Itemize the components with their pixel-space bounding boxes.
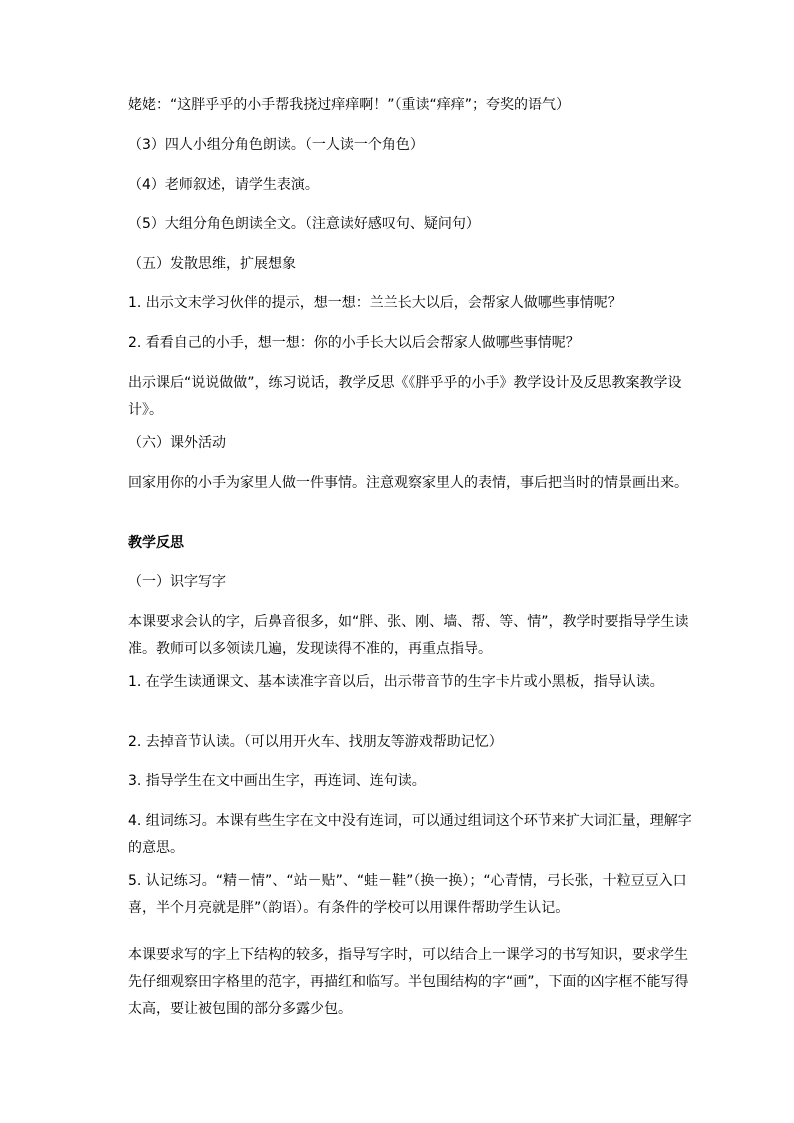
paragraph-item-2: 2. 看看自己的小手，想一想：你的小手长大以后会帮家人做哪些事情呢？ xyxy=(128,335,580,351)
paragraph-step-4: （4）老师叙述，请学生表演。 xyxy=(128,177,319,193)
paragraph-show-after-class: 出示课后“说说做做”，练习说话，教学反思《《胖乎乎的小手》教学设计及反思教案教学设计》。 xyxy=(128,375,682,418)
heading-teaching-reflection: 教学反思 xyxy=(128,535,184,551)
paragraph-literacy-step-5: 5. 认记练习。“精－情”、“站－贴”、“蛙－鞋”（换一换）；“心青情，弓长张，十粒豆豆入口喜，半个月亮就是胖”（韵语）。有条件的学校可以用课件帮助学生认记。 xyxy=(128,873,687,916)
paragraph-literacy-step-2: 2. 去掉音节认读。（可以用开火车、找朋友等游戏帮助记忆） xyxy=(128,734,503,750)
paragraph-writing-guidance: 本课要求写的字上下结构的较多，指导写字时，可以结合上一课学习的书写知识，要求学生先仔细观察田字格里的范字，再描红和临写。半包围结构的字“画”，下面的凶字框不能写得太高，要让被包围的部分多露少包。 xyxy=(128,947,689,1017)
section-heading-six: （六）课外活动 xyxy=(128,435,226,451)
section-heading-literacy: （一）识字写字 xyxy=(128,574,226,590)
section-heading-five: （五）发散思维，扩展想象 xyxy=(128,256,296,272)
paragraph-step-5: （5）大组分角色朗读全文。（注意读好感叹句、疑问句） xyxy=(128,216,480,232)
paragraph-literacy-intro: 本课要求会认的字，后鼻音很多，如“胖、张、刚、墙、帮、等、情”，教学时要指导学生读准。教师可以多领读几遍，发现读得不准的，再重点指导。 xyxy=(128,614,689,657)
paragraph-item-1: 1. 出示文末学习伙伴的提示，想一想：兰兰长大以后，会帮家人做哪些事情呢？ xyxy=(128,295,622,311)
paragraph-grandma-line: 姥姥：“这胖乎乎的小手帮我挠过痒痒啊！”（重读“痒痒”；夸奖的语气） xyxy=(128,97,571,113)
paragraph-step-3: （3）四人小组分角色朗读。（一人读一个角色） xyxy=(128,137,424,153)
paragraph-literacy-step-1: 1. 在学生读通课文、基本读准字音以后，出示带音节的生字卡片或小黑板，指导认读。 xyxy=(128,674,664,690)
paragraph-literacy-step-4: 4. 组词练习。本课有些生字在文中没有连词，可以通过组词这个环节来扩大词汇量，理解字的意思。 xyxy=(128,813,692,856)
paragraph-home-activity: 回家用你的小手为家里人做一件事情。注意观察家里人的表情，事后把当时的情景画出来。 xyxy=(128,475,688,491)
paragraph-literacy-step-3: 3. 指导学生在文中画出生字，再连词、连句读。 xyxy=(128,773,426,789)
